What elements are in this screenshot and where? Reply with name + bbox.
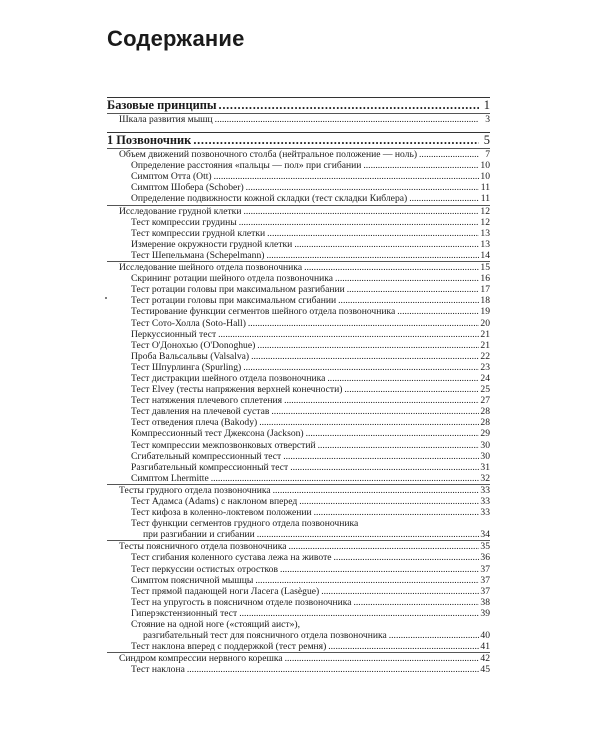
- toc-entry-title: Тесты грудного отдела позвоночника: [119, 484, 271, 496]
- toc-item: [107, 329, 490, 340]
- toc-entry-title: Тест Адамса (Adams) с наклоном вперед: [131, 496, 298, 507]
- toc-page-number: 33: [480, 496, 490, 507]
- toc-entry-title: Шкала развития мышц: [119, 114, 213, 125]
- toc-entry-title-continued: при разгибании и сгибании: [143, 529, 255, 541]
- dot-leader: [248, 318, 479, 329]
- toc-page-number: 10: [480, 160, 490, 172]
- dot-leader: [251, 351, 479, 362]
- dot-leader: [239, 217, 479, 228]
- toc-item: [107, 384, 490, 395]
- dot-leader: [327, 373, 479, 384]
- dot-leader: [218, 329, 479, 340]
- toc-item: [107, 284, 490, 295]
- toc-section: [107, 652, 490, 664]
- toc-item: [107, 518, 490, 540]
- toc-item: [107, 340, 490, 351]
- toc-entry-title: Тест кифоза в коленно-локтевом положении: [131, 507, 312, 519]
- dot-leader: [284, 395, 479, 406]
- toc-entry-title: Тест Шпурлинга (Spurling): [131, 361, 242, 373]
- toc-entry-title: Тест сгибания коленного сустава лежа на животе: [131, 552, 332, 564]
- toc-chapter: [107, 132, 490, 148]
- toc-page-number: 12: [480, 216, 490, 228]
- dot-leader: [347, 284, 479, 295]
- toc-page-number: 28: [480, 417, 490, 429]
- toc-item: [107, 250, 490, 261]
- toc-item: [107, 608, 490, 619]
- dot-leader: [397, 306, 479, 317]
- toc-page-number: 30: [480, 439, 490, 451]
- toc-page-number: 16: [480, 273, 490, 285]
- toc-page-number: 27: [480, 395, 490, 407]
- toc-section: [107, 484, 490, 496]
- toc-entry-title: Тест дистракции шейного отдела позвоночника: [131, 372, 326, 384]
- toc-item: [107, 406, 490, 417]
- toc-item: [107, 619, 490, 641]
- toc-entry-title: Симптом Lhermitte: [131, 472, 209, 484]
- toc-page-number: 14: [480, 249, 490, 261]
- dot-leader: [214, 171, 479, 182]
- dot-leader: [389, 630, 479, 641]
- toc-entry-title: Тест ротации головы при максимальном разгибании: [131, 284, 345, 296]
- dot-leader: [239, 608, 479, 619]
- toc-page-number: 39: [480, 607, 490, 619]
- toc-page-number: 7: [485, 149, 490, 161]
- toc-entry-title: Тест давления на плечевой сустав: [131, 406, 270, 418]
- toc-page-number: 33: [480, 507, 490, 519]
- toc-entry-title: Тест ротации головы при максимальном сгибании: [131, 295, 337, 307]
- toc-page-number: 37: [480, 585, 490, 597]
- toc-item: [107, 641, 490, 652]
- toc-entry-title: Исследование шейного отдела позвоночника: [119, 262, 303, 274]
- toc-item: [107, 451, 490, 462]
- toc-entry-title: Стояние на одной ноге («стоящий аист»),: [131, 619, 300, 631]
- dot-leader: [306, 428, 479, 439]
- toc-entry-title: Тест наклона вперед с поддержкой (тест ремня): [131, 641, 327, 653]
- dot-leader: [266, 250, 479, 261]
- toc-page-number: 28: [480, 406, 490, 418]
- table-of-contents: [107, 97, 490, 676]
- dot-leader: [299, 496, 479, 507]
- toc-page-number: 18: [480, 295, 490, 307]
- toc-section: [107, 205, 490, 217]
- toc-entry-title: Тесты поясничного отдела позвоночника: [119, 541, 287, 553]
- toc-chapter: [107, 97, 490, 113]
- dot-leader: [344, 384, 479, 395]
- toc-item: [107, 217, 490, 228]
- toc-page-number: 41: [480, 641, 490, 653]
- toc-entry-title: Синдром компрессии нервного корешка: [119, 653, 283, 665]
- dot-leader: [267, 228, 479, 239]
- toc-item: [107, 507, 490, 518]
- toc-entry-title: Объем движений позвоночного столба (нейтральное положение — ноль): [119, 149, 418, 161]
- toc-page-number: 13: [480, 227, 490, 239]
- toc-page-number: 42: [480, 653, 490, 665]
- toc-page-number: 25: [480, 384, 490, 396]
- toc-page-number: 19: [480, 306, 490, 318]
- toc-entry-title: Тест О'Донохью (O'Donoghue): [131, 339, 256, 351]
- toc-item: [107, 160, 490, 171]
- toc-item: [107, 462, 490, 473]
- dot-leader: [219, 98, 479, 113]
- toc-item: [107, 664, 490, 675]
- toc-page-number: 10: [480, 171, 490, 183]
- toc-entry-title: Тест отведения плеча (Bakody): [131, 417, 258, 429]
- dot-leader: [334, 552, 479, 563]
- dot-leader: [409, 193, 479, 204]
- toc-item: [107, 428, 490, 439]
- toc-entry-title: Разгибательный компрессионный тест: [131, 461, 289, 473]
- toc-item: [107, 417, 490, 428]
- dot-leader: [255, 575, 479, 586]
- toc-page-number: 30: [480, 450, 490, 462]
- dot-leader: [304, 262, 479, 273]
- toc-page-number: 36: [480, 552, 490, 564]
- toc-item: [107, 318, 490, 329]
- toc-entry-title: Тест Шепельмана (Schepelmann): [131, 249, 265, 261]
- toc-entry-title: Базовые принципы: [107, 98, 217, 112]
- toc-page-number: 11: [480, 193, 490, 205]
- dot-leader: [243, 206, 479, 217]
- toc-item: [107, 273, 490, 284]
- toc-item: [107, 586, 490, 597]
- toc-entry-title: Тест наклона: [131, 664, 185, 676]
- toc-item: [107, 193, 490, 204]
- toc-page-number: 5: [483, 133, 490, 148]
- toc-entry-title: Симптом Отта (Ott): [131, 171, 212, 183]
- dot-leader: [314, 507, 479, 518]
- toc-entry-title: Тестирование функции сегментов шейного отдела позвоночника: [131, 306, 396, 318]
- dot-leader: [328, 641, 479, 652]
- toc-entry-title: Тест компрессии межпозвонковых отверстий: [131, 439, 316, 451]
- toc-section: [107, 540, 490, 552]
- toc-entry-title: Перкуссионный тест: [131, 328, 217, 340]
- toc-page-number: 17: [480, 284, 490, 296]
- toc-page-number: 38: [480, 596, 490, 608]
- toc-page-number: 37: [480, 574, 490, 586]
- page-title: Содержание: [107, 26, 245, 51]
- toc-entry-title: Тест функции сегментов грудного отдела позвоночника: [131, 518, 359, 530]
- dot-leader: [246, 182, 479, 193]
- toc-item: [107, 295, 490, 306]
- toc-page-number: 13: [480, 238, 490, 250]
- dot-leader: [335, 273, 479, 284]
- toc-item: [107, 552, 490, 563]
- dot-leader: [215, 114, 479, 125]
- toc-page-number: 35: [480, 541, 490, 553]
- toc-entry-title: Определение расстояния «пальцы — пол» при сгибании: [131, 160, 362, 172]
- toc-entry-title: Гиперэкстензионный тест: [131, 607, 238, 619]
- toc-item: [107, 473, 490, 484]
- toc-entry-title: Тест прямой падающей ноги Ласега (Lasègue): [131, 585, 320, 597]
- dot-leader: [243, 362, 479, 373]
- toc-item: [107, 496, 490, 507]
- toc-page-number: 24: [480, 372, 490, 384]
- toc-entry-title: Тест перкуссии остистых отростков: [131, 563, 279, 575]
- toc-item: [107, 564, 490, 575]
- toc-item: [107, 440, 490, 451]
- toc-page-number: 40: [480, 630, 490, 642]
- toc-page-number: 33: [480, 484, 490, 496]
- dot-leader: [288, 541, 479, 552]
- toc-section: [107, 148, 490, 160]
- dot-leader: [211, 473, 479, 484]
- toc-entry-title: Измерение окружности грудной клетки: [131, 238, 293, 250]
- toc-item: [107, 171, 490, 182]
- dot-leader: [363, 160, 479, 171]
- toc-page-number: 21: [480, 339, 490, 351]
- toc-entry-title: Исследование грудной клетки: [119, 205, 242, 217]
- dot-leader: [321, 586, 479, 597]
- toc-entry-title: 1 Позвоночник: [107, 133, 192, 148]
- dot-leader: [259, 417, 479, 428]
- toc-page-number: 23: [480, 361, 490, 373]
- toc-page-number: 37: [480, 563, 490, 575]
- toc-entry-title-continued: разгибательный тест для поясничного отдела позвоночника: [143, 630, 387, 642]
- toc-page-number: 3: [485, 114, 490, 125]
- dot-leader: [285, 653, 479, 664]
- dot-leader: [419, 149, 479, 160]
- toc-entry-title: Проба Вальсальвы (Valsalva): [131, 350, 250, 362]
- toc-section: [107, 261, 490, 273]
- toc-item: [107, 239, 490, 250]
- dot-leader: [294, 239, 479, 250]
- toc-item: [107, 182, 490, 193]
- toc-item: [107, 351, 490, 362]
- toc-item: [107, 575, 490, 586]
- toc-page-number: 31: [480, 461, 490, 473]
- dot-leader: [187, 664, 479, 675]
- toc-page-number: 15: [480, 262, 490, 274]
- toc-page-number: 11: [480, 182, 490, 194]
- toc-entry-title: Компрессионный тест Джексона (Jackson): [131, 428, 304, 440]
- dot-leader: [193, 133, 479, 148]
- toc-entry-title: Тест Elvey (тесты напряжения верхней конечности): [131, 384, 343, 396]
- toc-page-number: 12: [480, 205, 490, 217]
- toc-item: [107, 306, 490, 317]
- toc-entry-title: Определение подвижности кожной складки (тест складки Киблера): [131, 193, 408, 205]
- toc-page-number: 45: [480, 664, 490, 676]
- toc-item: [107, 362, 490, 373]
- toc-item: [107, 395, 490, 406]
- toc-page-number: 32: [480, 472, 490, 484]
- dot-leader: [338, 295, 479, 306]
- toc-entry-title: Скрининг ротации шейного отдела позвоночника: [131, 273, 334, 285]
- dot-leader: [318, 440, 479, 451]
- dot-leader: [290, 462, 479, 473]
- toc-section: [107, 113, 490, 125]
- dot-leader: [257, 340, 479, 351]
- toc-page-number: 20: [480, 317, 490, 329]
- dot-leader: [271, 406, 479, 417]
- toc-entry-title: Сгибательный компрессионный тест: [131, 450, 282, 462]
- dot-leader: [273, 485, 479, 496]
- dot-leader: [354, 597, 480, 608]
- toc-page-number: 21: [480, 328, 490, 340]
- toc-entry-title: Тест натяжения плечевого сплетения: [131, 395, 283, 407]
- toc-page-number: 22: [480, 350, 490, 362]
- toc-page-number: 1: [483, 98, 490, 112]
- toc-page-number: 34: [480, 529, 490, 541]
- dot-leader: [257, 529, 479, 540]
- dot-leader: [283, 451, 479, 462]
- toc-entry-title: Тест компрессии грудины: [131, 216, 237, 228]
- toc-entry-title: Тест на упругость в поясничном отделе позвоночника: [131, 596, 352, 608]
- toc-item: [107, 228, 490, 239]
- toc-page-number: 29: [480, 428, 490, 440]
- toc-entry-title: Тест Сото-Холла (Soto-Hall): [131, 317, 246, 329]
- toc-entry-title: Тест компрессии грудной клетки: [131, 227, 266, 239]
- toc-entry-title: Симптом поясничной мышцы: [131, 574, 254, 586]
- toc-item: [107, 373, 490, 384]
- dot-leader: [280, 564, 479, 575]
- toc-entry-title: Симптом Шобера (Schober): [131, 182, 244, 194]
- toc-item: [107, 597, 490, 608]
